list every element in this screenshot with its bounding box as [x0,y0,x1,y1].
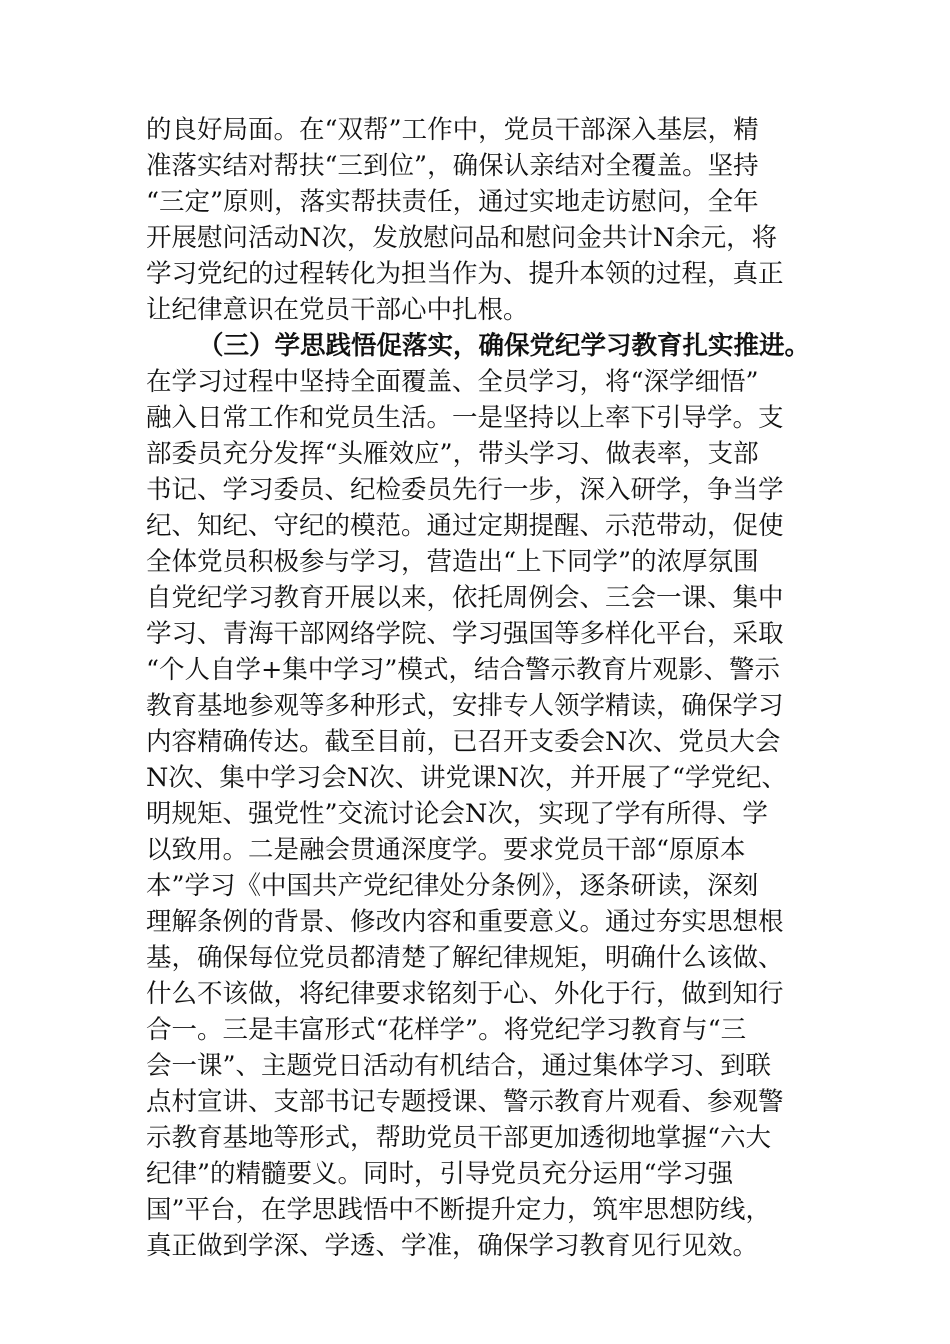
body-line-5: 学习党纪的过程转化为担当作为、提升本领的过程，真正 [146,259,784,289]
section-heading: （三）学思践悟促落实，确保党纪学习教育扎实推进。 [198,331,811,361]
body-line-23: 理解条例的背景、修改内容和重要意义。通过夯实思想根 [146,907,784,937]
body-line-16: “个人自学+集中学习”模式，结合警示教育片观影、警示 [146,655,780,685]
body-line-29: 示教育基地等形式，帮助党员干部更加透彻地掌握“六大 [146,1123,772,1153]
body-line-30: 纪律”的精髓要义。同时，引导党员充分运用“学习强 [146,1159,734,1189]
body-line-13: 全体党员积极参与学习，营造出“上下同学”的浓厚氛围 [146,547,759,577]
body-line-8: 在学习过程中坚持全面覆盖、全员学习，将“深学细悟” [146,367,759,397]
body-line-9: 融入日常工作和党员生活。一是坚持以上率下引导学。支 [146,403,784,433]
body-line-6: 让纪律意识在党员干部心中扎根。 [146,295,529,325]
body-line-12: 纪、知纪、守纪的模范。通过定期提醒、示范带动，促使 [146,511,784,541]
document-body [146,112,836,1264]
body-line-10: 部委员充分发挥“头雁效应”，带头学习、做表率，支部 [146,439,759,469]
body-line-11: 书记、学习委员、纪检委员先行一步，深入研学，争当学 [146,475,784,505]
body-line-20: 明规矩、强党性”交流讨论会N次，实现了学有所得、学 [146,799,768,829]
body-line-17: 教育基地参观等多种形式，安排专人领学精读，确保学习 [146,691,784,721]
body-line-1: 的良好局面。在“双帮”工作中，党员干部深入基层，精 [146,115,759,145]
body-line-15: 学习、青海干部网络学院、学习强国等多样化平台，采取 [146,619,784,649]
body-line-2: 准落实结对帮扶“三到位”，确保认亲结对全覆盖。坚持 [146,151,759,181]
body-line-4: 开展慰问活动N次，发放慰问品和慰问金共计N余元，将 [146,223,778,253]
body-line-18: 内容精确传达。截至目前，已召开支委会N次、党员大会 [146,727,781,757]
body-line-14: 自党纪学习教育开展以来，依托周例会、三会一课、集中 [146,583,784,613]
body-line-25: 什么不该做，将纪律要求铭刻于心、外化于行，做到知行 [146,979,784,1009]
body-line-3: “三定”原则，落实帮扶责任，通过实地走访慰问，全年 [146,187,759,217]
body-line-22: 本”学习《中国共产党纪律处分条例》，逐条研读，深刻 [146,871,759,901]
body-line-31: 国”平台，在学思践悟中不断提升定力，筑牢思想防线， [146,1195,772,1225]
body-line-26: 合一。三是丰富形式“花样学”。将党纪学习教育与“三 [146,1015,747,1045]
body-line-24: 基，确保每位党员都清楚了解纪律规矩，明确什么该做、 [146,943,784,973]
body-line-28: 点村宣讲、支部书记专题授课、警示教育片观看、参观警 [146,1087,784,1117]
body-line-32: 真正做到学深、学透、学准，确保学习教育见行见效。 [146,1231,759,1261]
body-line-19: N次、集中学习会N次、讲党课N次，并开展了“学党纪、 [146,763,787,793]
body-line-21: 以致用。二是融会贯通深度学。要求党员干部“原原本 [146,835,746,865]
body-line-27: 会一课”、主题党日活动有机结合，通过集体学习、到联 [146,1051,772,1081]
